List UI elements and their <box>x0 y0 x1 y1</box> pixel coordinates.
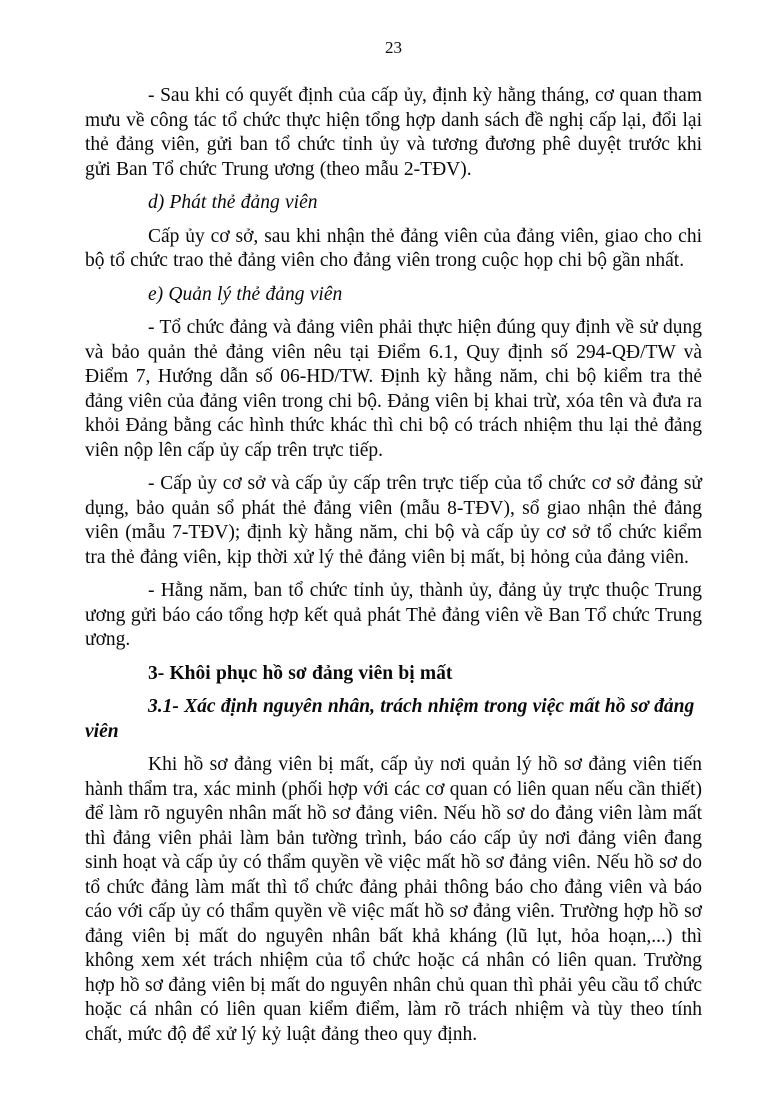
paragraph-khi-ho-so-bi-mat: Khi hồ sơ đảng viên bị mất, cấp ủy nơi quản lý hồ sơ đảng viên tiến hành thẩm tra, xác minh (phối hợp với các cơ quan có liên quan nếu cần thiết) để làm rõ nguyên nhân mất hồ sơ đảng viên. Nếu hồ sơ do đảng viên làm mất thì đảng viên phải làm bản tường trình, báo cáo cấp ủy nơi đảng viên đang sinh hoạt và cấp ủy có thẩm quyền về việc mất hồ sơ đảng viên. Nếu hồ sơ do tổ chức đảng làm mất thì tổ chức đảng phải thông báo cho đảng viên và báo cáo với cấp ủy có thẩm quyền về việc mất hồ sơ đảng viên. Trường hợp hồ sơ đảng viên bị mất do nguyên nhân bất khả kháng (lũ lụt, hỏa hoạn,...) thì không xem xét trách nhiệm của tổ chức hoặc cá nhân có liên quan. Trường hợp hồ sơ đảng viên bị mất do nguyên nhân chủ quan thì phải yêu cầu tổ chức hoặc cá nhân có liên quan kiểm điểm, làm rõ trách nhiệm và tùy theo tính chất, mức độ để xử lý kỷ luật đảng theo quy định. <box>85 754 702 1045</box>
heading-3-khoi-phuc-ho-so: 3- Khôi phục hồ sơ đảng viên bị mất <box>148 662 453 684</box>
paragraph-trao-the-dang-vien: Cấp ủy cơ sở, sau khi nhận thẻ đảng viên của đảng viên, giao cho chi bộ tổ chức trao thẻ đảng viên cho đảng viên trong cuộc họp chi bộ gần nhất. <box>85 225 702 271</box>
paragraph-cap-lai-doi-lai-the: - Sau khi có quyết định của cấp ủy, định kỳ hằng tháng, cơ quan tham mưu về công tác tổ chức thực hiện tổng hợp danh sách đề nghị cấp lại, đổi lại thẻ đảng viên, gửi ban tổ chức tỉnh ủy và tương đương phê duyệt trước khi gửi Ban Tổ chức Trung ương (theo mẫu 2-TĐV). <box>85 85 702 180</box>
heading-e-quan-ly-the-dang-vien: e) Quản lý thẻ đảng viên <box>148 283 343 305</box>
heading-d-phat-the-dang-vien: d) Phát thẻ đảng viên <box>148 192 318 213</box>
paragraph-su-dung-bao-quan-the: - Tổ chức đảng và đảng viên phải thực hiện đúng quy định về sử dụng và bảo quản thẻ đảng viên nêu tại Điểm 6.1, Quy định số 294-QĐ/TW và Điểm 7, Hướng dẫn số 06-HD/TW. Định kỳ hằng năm, chi bộ kiểm tra thẻ đảng viên của đảng viên trong chi bộ. Đảng viên bị khai trừ, xóa tên và đưa ra khỏi Đảng bằng các hình thức khác thì chi bộ có trách nhiệm thu lại thẻ đảng viên nộp lên cấp ủy cấp trên trực tiếp. <box>85 317 702 461</box>
paragraph-bao-cao-hang-nam: - Hằng năm, ban tổ chức tỉnh ủy, thành ủy, đảng ủy trực thuộc Trung ương gửi báo cáo tổng hợp kết quả phát Thẻ đảng viên về Ban Tổ chức Trung ương. <box>85 580 702 650</box>
heading-3-1-xac-dinh-nguyen-nhan: 3.1- Xác định nguyên nhân, trách nhiệm trong việc mất hồ sơ đảng viên <box>85 696 695 742</box>
paragraph-so-phat-the: - Cấp ủy cơ sở và cấp ủy cấp trên trực tiếp của tổ chức cơ sở đảng sử dụng, bảo quản sổ phát thẻ đảng viên (mẫu 8-TĐV), sổ giao nhận thẻ đảng viên (mẫu 7-TĐV); định kỳ hằng năm, chi bộ và cấp ủy cơ sở tổ chức kiểm tra thẻ đảng viên, kịp thời xử lý thẻ đảng viên bị mất, bị hỏng của đảng viên. <box>85 473 702 568</box>
page-number: 23 <box>385 38 402 57</box>
